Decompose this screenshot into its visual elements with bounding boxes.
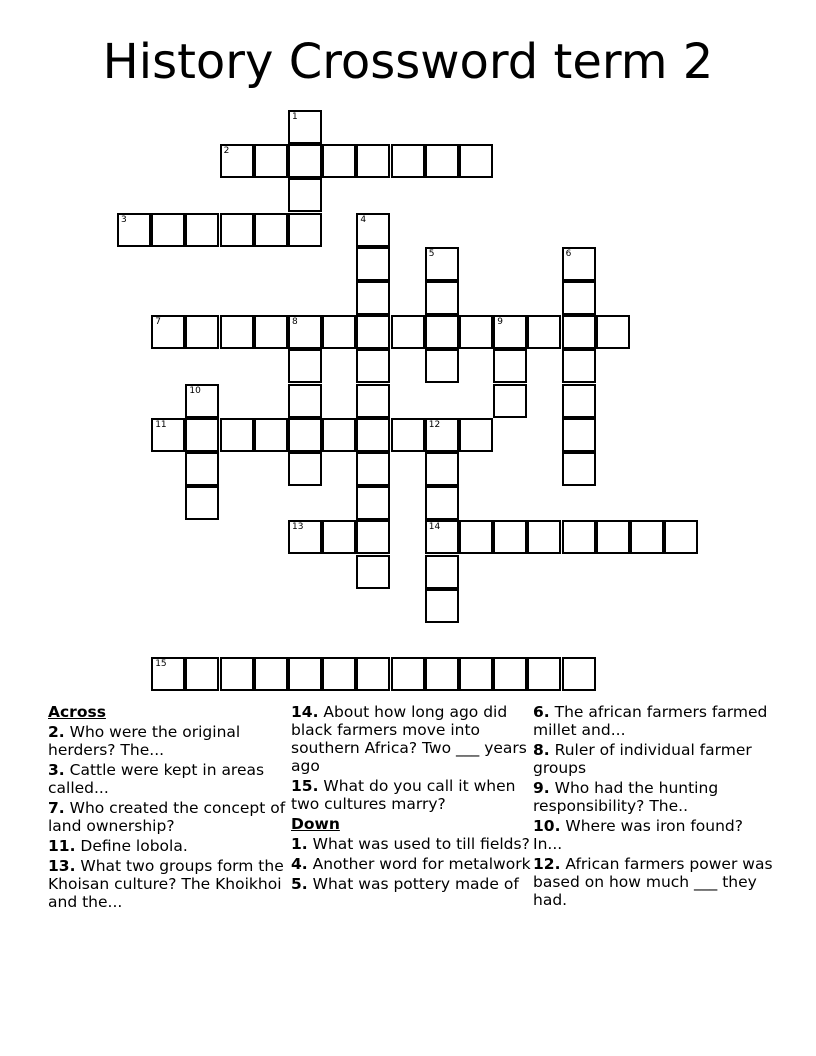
- grid-cell[interactable]: [459, 418, 493, 452]
- clue-number: 2.: [48, 723, 65, 741]
- grid-cell[interactable]: [356, 452, 390, 486]
- clue: [533, 855, 773, 909]
- grid-cell[interactable]: [185, 418, 219, 452]
- grid-cell[interactable]: [630, 520, 664, 554]
- grid-cell[interactable]: [185, 486, 219, 520]
- grid-cell[interactable]: [151, 213, 185, 247]
- grid-cell[interactable]: [562, 247, 596, 281]
- grid-cell[interactable]: [493, 315, 527, 349]
- cell-number: 10: [189, 385, 201, 396]
- cell-number: 8: [292, 317, 298, 328]
- grid-cell[interactable]: [562, 657, 596, 691]
- clue-text: African farmers power was based on how much ___ they had.: [533, 855, 773, 909]
- grid-cell[interactable]: [185, 315, 219, 349]
- grid-cell[interactable]: [425, 144, 459, 178]
- grid-cell[interactable]: [254, 144, 288, 178]
- grid-cell[interactable]: [288, 452, 322, 486]
- clue-number: 12.: [533, 855, 561, 873]
- grid-cell[interactable]: [425, 520, 459, 554]
- grid-cell[interactable]: [356, 555, 390, 589]
- clue-text: Define lobola.: [80, 837, 188, 855]
- grid-cell[interactable]: [356, 213, 390, 247]
- grid-cell[interactable]: [562, 315, 596, 349]
- clue-number: 3.: [48, 761, 65, 779]
- grid-cell[interactable]: [493, 349, 527, 383]
- grid-cell[interactable]: [459, 315, 493, 349]
- grid-cell[interactable]: [425, 555, 459, 589]
- grid-cell[interactable]: [151, 315, 185, 349]
- clue-text: Who created the concept of land ownership?: [48, 799, 286, 835]
- grid-cell[interactable]: [322, 657, 356, 691]
- clue-text: Another word for metalwork: [312, 855, 531, 873]
- cell-number: 15: [155, 659, 167, 670]
- grid-cell[interactable]: [117, 213, 151, 247]
- cell-number: 11: [155, 419, 167, 430]
- grid-cell[interactable]: [220, 657, 254, 691]
- clue-number: 4.: [291, 855, 308, 873]
- cell-number: 1: [292, 112, 298, 122]
- grid-cell[interactable]: [254, 418, 288, 452]
- grid-cell[interactable]: [322, 315, 356, 349]
- grid-cell[interactable]: [254, 213, 288, 247]
- clue-number: 7.: [48, 799, 65, 817]
- cell-number: 9: [497, 317, 503, 328]
- clue-text: The african farmers farmed millet and...: [533, 703, 768, 739]
- grid-cell[interactable]: [527, 315, 561, 349]
- across-heading: Across: [48, 703, 106, 721]
- grid-cell[interactable]: [562, 520, 596, 554]
- grid-cell[interactable]: [288, 384, 322, 418]
- grid-cell[interactable]: [664, 520, 698, 554]
- grid-cell[interactable]: [562, 452, 596, 486]
- clue-number: 6.: [533, 703, 550, 721]
- grid-cell[interactable]: [391, 657, 425, 691]
- grid-cell[interactable]: [322, 144, 356, 178]
- grid-cell[interactable]: [220, 418, 254, 452]
- clues-column-2: [291, 703, 531, 895]
- clue-text: Ruler of individual farmer groups: [533, 741, 752, 777]
- grid-cell[interactable]: [425, 418, 459, 452]
- cell-number: 2: [223, 146, 230, 157]
- clue: [533, 817, 773, 853]
- clue: [291, 855, 531, 873]
- clue-text: What two groups form the Khoisan culture? The Khoikhoi and the...: [48, 857, 284, 911]
- grid-cell[interactable]: [220, 144, 254, 178]
- grid-cell[interactable]: [527, 657, 561, 691]
- cell-number: 14: [428, 522, 441, 533]
- cell-number: 13: [292, 522, 304, 533]
- grid-cell[interactable]: [220, 315, 254, 349]
- grid-cell[interactable]: [493, 384, 527, 418]
- grid-cell[interactable]: [356, 486, 390, 520]
- grid-cell[interactable]: [185, 384, 219, 418]
- clues-column-3: [533, 703, 773, 911]
- clue-text: What do you call it when two cultures marry?: [291, 777, 516, 813]
- grid-cell[interactable]: [254, 315, 288, 349]
- clue-text: What was pottery made of: [312, 875, 519, 893]
- clue-text: Cattle were kept in areas called...: [48, 761, 265, 797]
- grid-cell[interactable]: [220, 213, 254, 247]
- grid-cell[interactable]: [493, 657, 527, 691]
- clue: [533, 703, 773, 739]
- grid-cell[interactable]: [288, 110, 322, 144]
- clue-number: 14.: [291, 703, 319, 721]
- grid-cell[interactable]: [254, 657, 288, 691]
- grid-cell[interactable]: [185, 213, 219, 247]
- grid-cell[interactable]: [356, 144, 390, 178]
- grid-cell[interactable]: [288, 657, 322, 691]
- clue: [291, 777, 531, 813]
- grid-cell[interactable]: [151, 418, 185, 452]
- clue-number: 11.: [48, 837, 76, 855]
- grid-cell[interactable]: [562, 418, 596, 452]
- grid-cell[interactable]: [596, 315, 630, 349]
- down-heading: Down: [291, 815, 340, 833]
- clue: [291, 703, 531, 775]
- grid-cell[interactable]: [185, 452, 219, 486]
- grid-cell[interactable]: [288, 349, 322, 383]
- grid-cell[interactable]: [288, 213, 322, 247]
- grid-cell[interactable]: [596, 520, 630, 554]
- grid-cell[interactable]: [527, 520, 561, 554]
- grid-cell[interactable]: [322, 520, 356, 554]
- grid-cell[interactable]: [356, 384, 390, 418]
- clue: [533, 779, 773, 815]
- grid-cell[interactable]: [425, 315, 459, 349]
- clue-text: About how long ago did black farmers move into southern Africa? Two ___ years ago: [291, 703, 527, 775]
- clue-number: 8.: [533, 741, 550, 759]
- cell-number: 6: [565, 248, 572, 259]
- grid-cell[interactable]: [562, 384, 596, 418]
- grid-cell[interactable]: [425, 349, 459, 383]
- grid-cell[interactable]: [425, 657, 459, 691]
- grid-cell[interactable]: [425, 247, 459, 281]
- clue-text: What was used to till fields?: [312, 835, 530, 853]
- grid-cell[interactable]: [288, 520, 322, 554]
- grid-cell[interactable]: [459, 144, 493, 178]
- grid-cell[interactable]: [391, 315, 425, 349]
- grid-cell[interactable]: [356, 315, 390, 349]
- grid-cell[interactable]: [459, 520, 493, 554]
- grid-cell[interactable]: [288, 418, 322, 452]
- grid-cell[interactable]: [356, 349, 390, 383]
- page-title: History Crossword term 2: [102, 34, 714, 90]
- grid-cell[interactable]: [459, 657, 493, 691]
- cell-number: 5: [428, 248, 435, 259]
- clue-number: 10.: [533, 817, 561, 835]
- clues-column-1: [48, 703, 288, 913]
- clue: [291, 835, 531, 853]
- grid-cell[interactable]: [185, 657, 219, 691]
- grid-cell[interactable]: [356, 520, 390, 554]
- cell-number: 7: [155, 317, 161, 328]
- grid-cell[interactable]: [356, 657, 390, 691]
- grid-cell[interactable]: [288, 315, 322, 349]
- clue-number: 9.: [533, 779, 550, 797]
- grid-cell[interactable]: [288, 144, 322, 178]
- clue: [291, 875, 531, 893]
- clue: [533, 741, 773, 777]
- grid-cell[interactable]: [288, 178, 322, 212]
- grid-cell[interactable]: [391, 144, 425, 178]
- grid-cell[interactable]: [356, 247, 390, 281]
- clue: [48, 799, 288, 835]
- cell-number: 3: [121, 214, 127, 225]
- clue: [48, 723, 288, 759]
- grid-cell[interactable]: [391, 418, 425, 452]
- grid-cell[interactable]: [562, 281, 596, 315]
- cell-number: 12: [428, 419, 441, 430]
- clue-text: Who were the original herders? The...: [48, 723, 241, 759]
- clue: [48, 857, 288, 911]
- grid-cell[interactable]: [493, 520, 527, 554]
- grid-cell[interactable]: [151, 657, 185, 691]
- grid-cell[interactable]: [425, 452, 459, 486]
- clue-text: Who had the hunting responsibility? The..: [533, 779, 719, 815]
- clue-number: 15.: [291, 777, 319, 795]
- grid-cell[interactable]: [356, 281, 390, 315]
- clue-number: 5.: [291, 875, 308, 893]
- grid-cell[interactable]: [356, 418, 390, 452]
- clue: [48, 837, 288, 855]
- grid-cell[interactable]: [425, 486, 459, 520]
- clue-number: 13.: [48, 857, 76, 875]
- clue: [48, 761, 288, 797]
- clue-text: Where was iron found? In...: [533, 817, 743, 853]
- grid-cell[interactable]: [425, 281, 459, 315]
- clue-number: 1.: [291, 835, 308, 853]
- grid-cell[interactable]: [562, 349, 596, 383]
- grid-cell[interactable]: [425, 589, 459, 623]
- grid-cell[interactable]: [322, 418, 356, 452]
- cell-number: 4: [360, 214, 367, 225]
